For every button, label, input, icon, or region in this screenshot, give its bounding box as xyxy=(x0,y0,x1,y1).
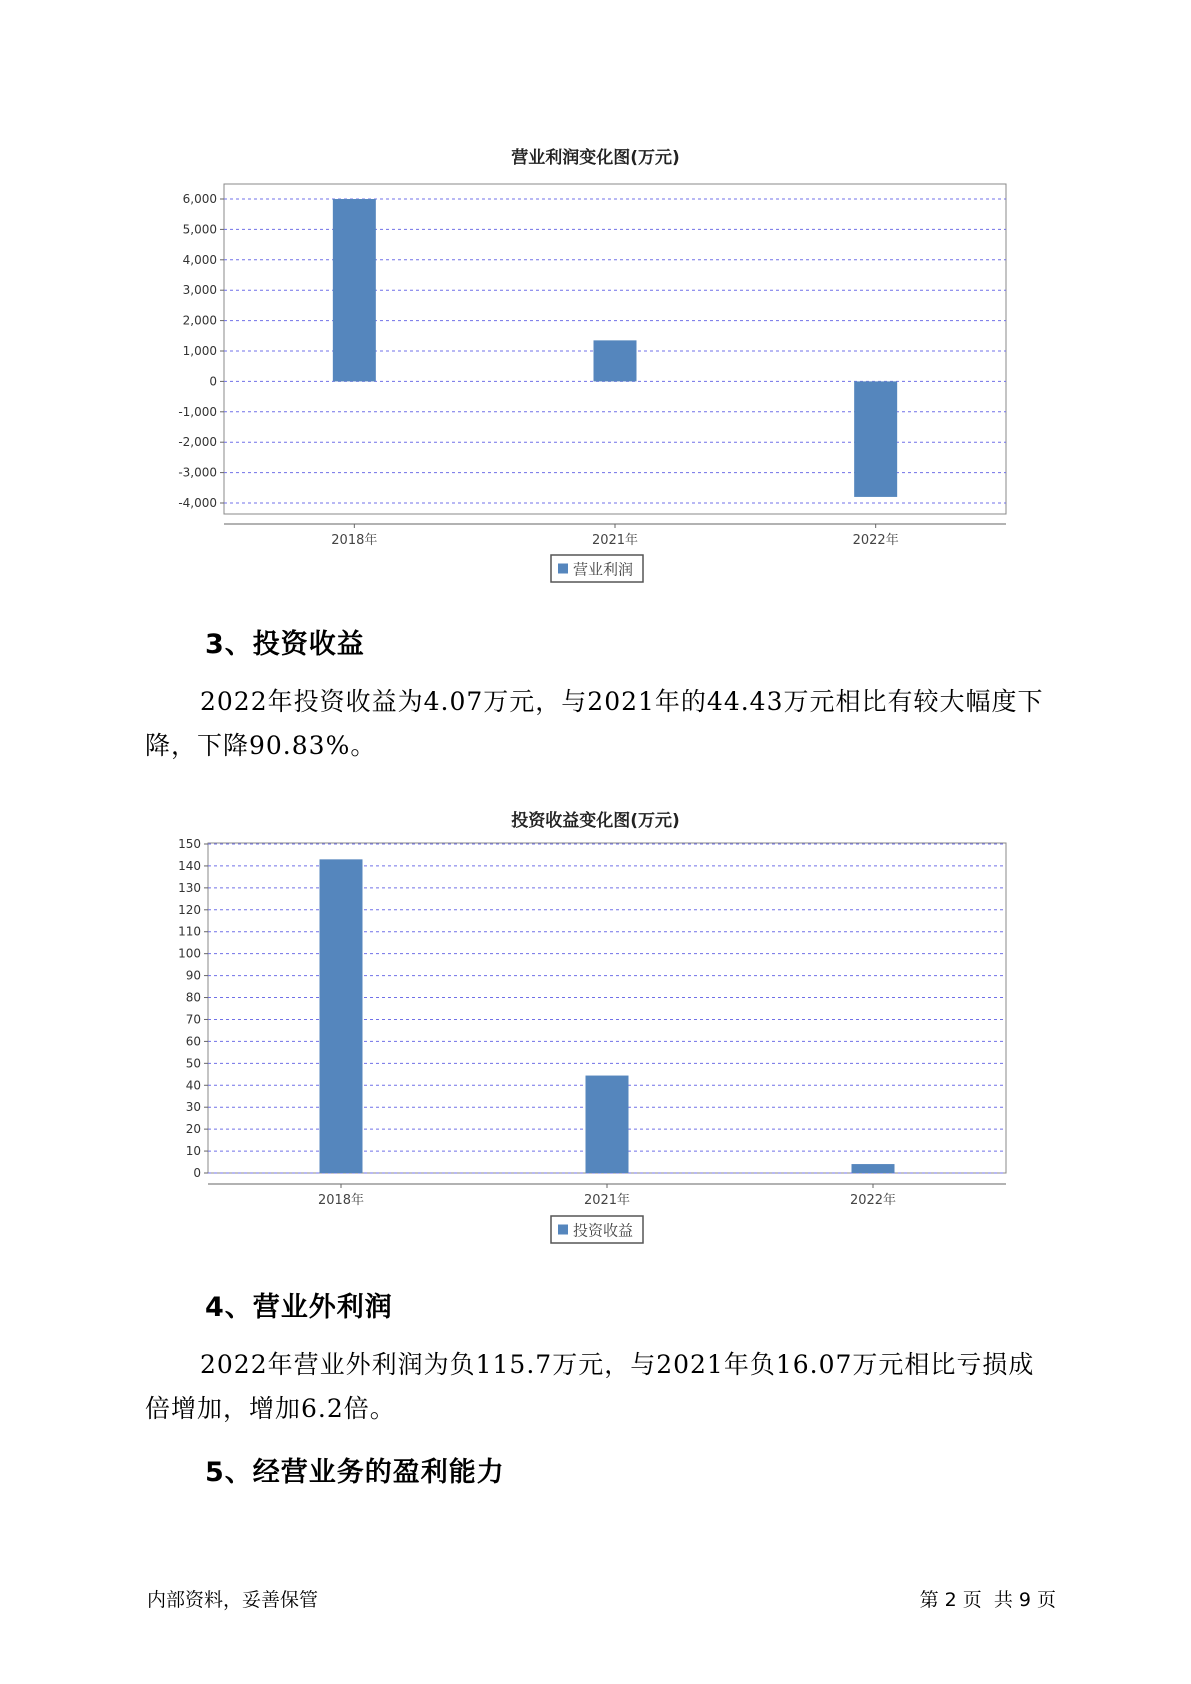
y-tick-label: -2,000 xyxy=(178,435,217,450)
y-tick-label: 4,000 xyxy=(182,252,217,267)
y-tick-label: 1,000 xyxy=(182,344,217,358)
bar xyxy=(320,859,363,1173)
y-tick-label: 80 xyxy=(185,990,201,1005)
para-non-operating-line1: 2022年营业外利润为负115.7万元，与2021年负16.07万元相比亏损成 xyxy=(200,1350,1035,1379)
heading-investment-income: 3、投资收益 xyxy=(205,629,365,660)
bar xyxy=(586,1076,629,1173)
legend-label: 投资收益 xyxy=(573,1221,634,1240)
y-tick-label: 0 xyxy=(209,374,217,389)
y-tick-label: 140 xyxy=(178,858,201,873)
y-tick-label: 60 xyxy=(185,1034,201,1049)
y-tick-label: 120 xyxy=(178,902,201,917)
y-tick-label: 5,000 xyxy=(182,222,217,237)
y-tick-label: -4,000 xyxy=(178,496,217,510)
y-tick-label: 40 xyxy=(185,1078,201,1093)
legend-swatch xyxy=(558,1225,568,1235)
y-tick-label: -1,000 xyxy=(178,404,217,419)
y-tick-label: 70 xyxy=(185,1012,201,1027)
para-non-operating-line2: 倍增加，增加6.2倍。 xyxy=(145,1394,396,1423)
x-tick-label: 2022年 xyxy=(849,1193,897,1208)
heading-non-operating-profit: 4、营业外利润 xyxy=(205,1292,393,1323)
x-tick-label: 2021年 xyxy=(583,1193,631,1208)
y-tick-label: 10 xyxy=(185,1144,201,1159)
para-investment-income-line1: 2022年投资收益为4.07万元，与2021年的44.43万元相比有较大幅度下 xyxy=(200,687,1044,716)
y-tick-label: 30 xyxy=(185,1100,201,1115)
y-tick-label: 3,000 xyxy=(182,283,217,298)
y-tick-label: 6,000 xyxy=(182,192,217,206)
y-tick-label: 20 xyxy=(185,1122,201,1137)
y-tick-label: 2,000 xyxy=(182,313,217,328)
x-tick-label: 2018年 xyxy=(317,1193,365,1208)
legend-label: 营业利润 xyxy=(573,560,634,579)
chart-title-investment-income: 投资收益变化图(万元) xyxy=(511,811,680,831)
footer-confidential-note: 内部资料，妥善保管 xyxy=(147,1589,319,1611)
chart-title-operating-profit: 营业利润变化图(万元) xyxy=(511,148,680,168)
y-tick-label: 130 xyxy=(178,880,201,895)
y-tick-label: 110 xyxy=(178,924,201,939)
y-tick-label: -3,000 xyxy=(178,465,217,480)
heading-business-profitability: 5、经营业务的盈利能力 xyxy=(205,1457,505,1488)
y-tick-label: 0 xyxy=(193,1166,201,1180)
x-tick-label: 2021年 xyxy=(591,533,639,548)
x-tick-label: 2022年 xyxy=(852,533,899,548)
y-tick-label: 90 xyxy=(185,968,201,983)
x-tick-label: 2018年 xyxy=(331,533,378,548)
y-tick-label: 100 xyxy=(178,946,201,961)
bar xyxy=(852,1164,895,1173)
para-investment-income-line2: 降，下降90.83%。 xyxy=(145,731,377,760)
footer-page-number: 第 2 页 共 9 页 xyxy=(919,1589,1056,1611)
y-tick-label: 50 xyxy=(185,1056,201,1071)
y-tick-label: 150 xyxy=(178,837,201,851)
